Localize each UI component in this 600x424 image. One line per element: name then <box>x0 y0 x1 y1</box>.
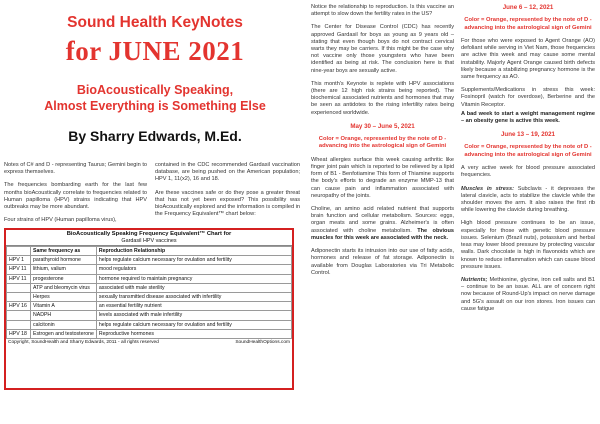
author-byline: By Sharry Edwards, M.Ed. <box>68 128 242 144</box>
col1-paragraph-3: Four strains of HPV (Human papilloma virus), <box>4 217 117 224</box>
frequency-equivalent-chart <box>4 228 294 390</box>
table-cell <box>7 311 31 320</box>
table-cell: levels associated with male infertility <box>96 311 291 320</box>
col3-paragraph-3: This month's Keynote is replete with HPV associations (there are 12 high risk strains being reported). The biochemical associated nutrients and hormones that may be seen as antidotes to the rising infertility rates being experienced worldwide. <box>311 80 454 116</box>
col3-paragraph-2: The Center for Disease Control (CDC) has recently approved Gardasil for boys as young as 9 years old – stating that even though boys do not contract cervical warts they may be carriers. If this might be the case why not vaccine only those youngsters who have been identified as being at risk. The conclusion here is that nine-year boys are sexually active. <box>311 24 454 74</box>
table-row <box>7 320 292 329</box>
col2-paragraph-1: contained in the CDC recommended Gardasil vaccination database, are being pushed on the American population; HPV 1, 11(x2), 16 and 18. <box>155 162 300 183</box>
table-cell: HPV 18 <box>7 329 31 338</box>
table-cell: parathyroid hormone <box>31 256 97 265</box>
color-note-heading: Color = Orange, represented by the note of D - advancing into the astrological sign of Gemini <box>464 17 592 31</box>
col3-paragraph-5 <box>311 206 454 242</box>
table-cell: HPV 1 <box>7 256 31 265</box>
column-1 <box>4 162 147 230</box>
table-cell: mood regulators <box>96 265 291 274</box>
col3-paragraph-1: Notice the relationship to reproduction. Is this vaccine an attempt to slow down the fertility rates in the US? <box>311 4 454 18</box>
color-note-heading: Color = Orange, represented by the note of D - advancing into the astrological sign of Gemini <box>318 136 447 150</box>
table-cell: calcitonin <box>31 320 97 329</box>
table-cell: helps regulate calcium necessary for ovulation and fertility <box>96 320 291 329</box>
table-row <box>7 274 292 283</box>
table-row <box>7 329 292 338</box>
table-cell: hormone required to maintain pregnancy <box>96 274 291 283</box>
table-cell: HPV 11 <box>7 274 31 283</box>
table-row <box>7 265 292 274</box>
column-3 <box>311 4 454 283</box>
table-cell: sexually transmitted disease associated with infertility <box>96 292 291 301</box>
table-cell: HPV 16 <box>7 302 31 311</box>
col2-paragraph-2: Are these vaccines safe or do they pose a greater threat that has not yet been exposed? This possibility was bioAcoustically explored and the information is compiled in the Frequency Equivalent™ chart below: <box>155 189 300 218</box>
col3-paragraph-5-bold: The obvious muscles for this week are associated with the neck. <box>311 227 454 241</box>
week-date-heading: May 30 – June 5, 2021 <box>350 122 415 130</box>
col4-paragraph-2: Supplements/Medications in stress this week: Fosinopril (watch for overdose), Berberine and the Vitamin Receptor. <box>461 87 595 108</box>
muscles-text: Subclavis - it depresses the lateral clavicle, acts to stabilize the clavicle while the shoulder moves the arm. It also raises the first rib while lowering the clavicle during breathing. <box>461 185 595 214</box>
table-cell: lithium, valium <box>31 265 97 274</box>
col4-paragraph-6: High blood pressure continues to be an issue, especially for those with genetic blood pressure issues. Selenium (Brazil nuts), potassium and herbal teas may lower blood pressure by protecting vascular walls. Dark chocolate is high in flavonoids which are known to reduce inflammation which can cause blood pressure issues. <box>461 220 595 270</box>
title-line-2: for JUNE 2021 <box>65 36 245 66</box>
col1-paragraph-1: Notes of C# and D - representing Taurus; Gemini begin to express themselves. <box>4 162 147 176</box>
table-cell: HPV 11 <box>7 265 31 274</box>
col4-paragraph-4: A very active week for blood pressure associated frequencies. <box>461 165 595 179</box>
chart-footer <box>6 339 292 346</box>
chart-subtitle: Gardasil HPV vaccines <box>6 238 292 246</box>
col4-paragraph-3: A bad week to start a weight management regime – an obesity gene is active this week. <box>461 110 595 125</box>
col1-paragraph-2: The frequencies bombarding earth for the last few months bioAcoustically correlate to frequencies related to Human papilloma (HPV) strains indicating that HPV outbreaks may be more abundant. <box>4 182 147 211</box>
table-row <box>7 302 292 311</box>
table-cell: Estrogen and testosterone <box>31 329 97 338</box>
title-line-1: Sound Health KeyNotes <box>67 14 243 31</box>
table-header-cell: Reproduction Relationship <box>96 247 291 256</box>
col4-paragraph-1: For those who were exposed to Agent Orange (AO) defoliant while serving in Viet Nam, those frequencies are active this week and may cause some mental instability. Majorly Agent Orange caused birth defects likely because a stabilizing pregnancy hormone is the same frequency as AO. <box>461 38 595 81</box>
column-2 <box>155 162 300 224</box>
table-cell: NADPH <box>31 311 97 320</box>
table-row <box>7 311 292 320</box>
chart-title: BioAcoustically Speaking Frequency Equivalent™ Chart for <box>66 231 232 237</box>
muscles-label: Muscles in stress: <box>461 185 514 192</box>
copyright-text: Copyright, SoundHealth and Sharry Edwards, 2011 - all rights reserved <box>8 339 159 345</box>
week-date-heading: June 6 – 12, 2021 <box>502 4 554 11</box>
table-cell: helps regulate calcium necessary for ovulation and fertility <box>96 256 291 265</box>
col4-paragraph-5 <box>461 186 595 215</box>
website-text: SoundHealthOptions.com <box>235 339 290 345</box>
table-header-cell: Same frequency as <box>31 247 97 256</box>
frequency-table <box>6 246 292 339</box>
table-cell: ATP and bleomycin virus <box>31 283 97 292</box>
col3-paragraph-6: Adiponectin starts its intrusion into our use of fatty acids, hormones and release of fat storage. Adiponectin is available from Douglas Laboratories via Tri Metabolic Control. <box>311 248 454 276</box>
table-cell <box>7 320 31 329</box>
color-note-heading: Color = Orange, represented by the note of D - advancing into the astrological sign of Gemini <box>464 144 592 158</box>
subtitle-line-2: Almost Everything is Something Else <box>44 99 266 113</box>
table-cell: Herpes <box>31 292 97 301</box>
column-4 <box>461 4 595 319</box>
table-cell: associated with male sterility <box>96 283 291 292</box>
table-cell: an essential fertility nutrient <box>96 302 291 311</box>
table-header-row <box>7 247 292 256</box>
subtitle <box>20 82 290 114</box>
table-header-cell <box>7 247 31 256</box>
table-row <box>7 292 292 301</box>
col3-paragraph-4: Wheat allergies surface this week causing arthritic like finger joint pain which is reported to be relieved by a lipid form of B1 - Benfotiamine This form of Thiamine supports the body's efforts to degrade an enzyme MMP-13 that can cause pain and inflammation associated with neuropathy of the joints. <box>311 156 454 199</box>
table-cell <box>7 283 31 292</box>
nutrients-label: Nutrients; <box>461 276 488 283</box>
subtitle-line-1: BioAcoustically Speaking, <box>76 83 234 97</box>
table-cell <box>7 292 31 301</box>
col3-paragraph-5-text: Choline, an amino acid related nutrient that supports brain function and cellular metabolism. Sources: eggs, organ meats and some grains. Alzheimer's is often associated with choline metabolism. <box>311 206 454 234</box>
week-date-heading: June 13 – 19, 2021 <box>500 131 555 139</box>
nutrients-text: Methionine, glycine, iron cell salts and B1 – continue to be an issue. ALL are of concern right now because of Round-Up's impact on nerve damage and 5G's assault on our iron stores. Iron issues can cause fatigue <box>461 276 595 312</box>
col4-paragraph-7 <box>461 277 595 313</box>
table-row <box>7 283 292 292</box>
table-cell: Reproductive hormones <box>96 329 291 338</box>
table-cell: Vitamin A <box>31 302 97 311</box>
table-cell: progesterone <box>31 274 97 283</box>
table-row <box>7 256 292 265</box>
